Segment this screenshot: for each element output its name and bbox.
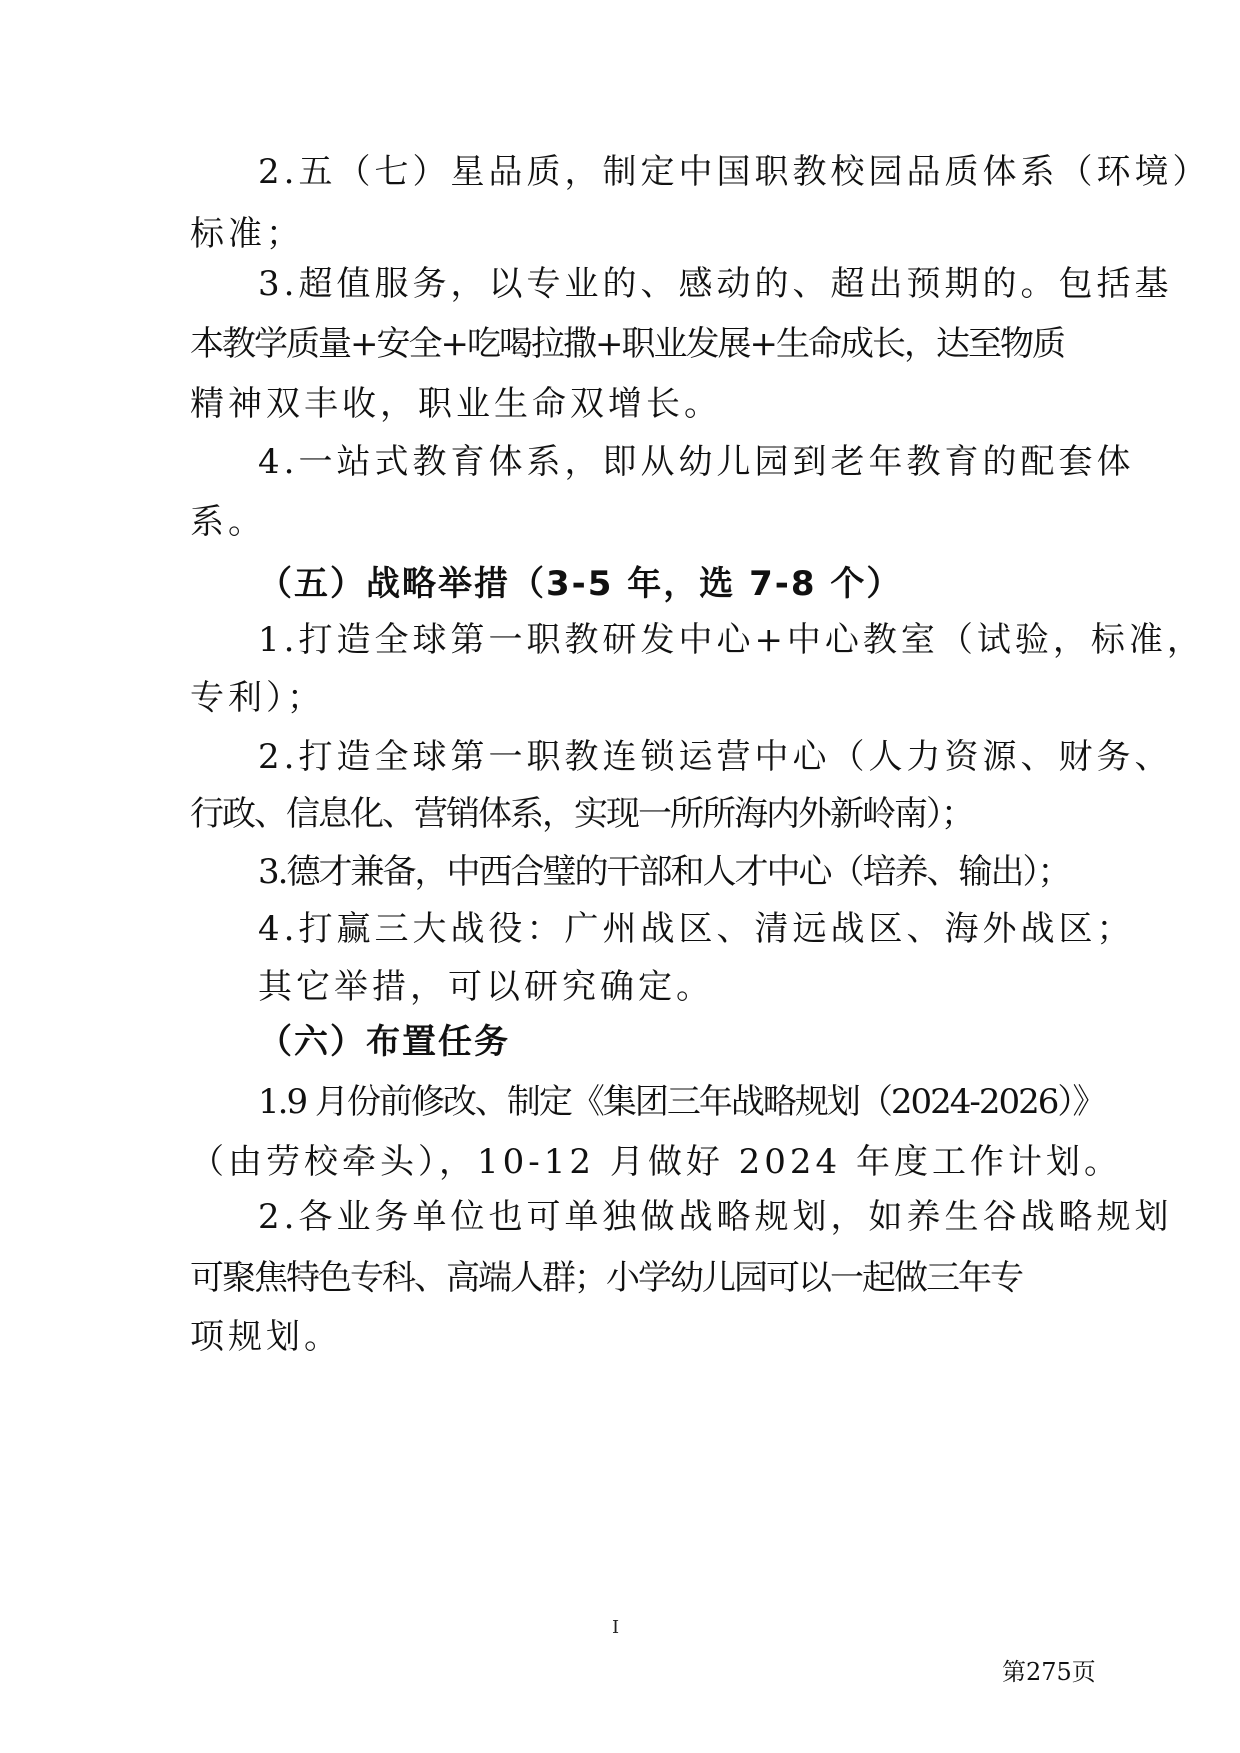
paragraph-2-line-1: 2.五（七）星品质，制定中国职教校园品质体系（环境） — [258, 152, 1211, 192]
section-6-item-1-line-2: （由劳校牵头），10-12 月做好 2024 年度工作计划。 — [190, 1142, 1122, 1182]
paragraph-3-line-2: 本教学质量+安全+吃喝拉撒+职业发展+生命成长，达至物质 — [190, 324, 1064, 364]
page-number: 第275页 — [1002, 1658, 1096, 1686]
section-6-item-1-line-1: 1.9 月份前修改、制定《集团三年战略规划（2024-2026）》 — [258, 1082, 1105, 1122]
section-5-item-4: 4.打赢三大战役：广州战区、清远战区、海外战区； — [258, 909, 1135, 949]
section-6-item-2-line-1: 2.各业务单位也可单独做战略规划，如养生谷战略规划 — [258, 1197, 1173, 1237]
section-5-item-1-line-1: 1.打造全球第一职教研发中心+中心教室（试验，标准， — [258, 620, 1205, 660]
section-6-item-2-line-3: 项规划。 — [190, 1317, 342, 1357]
section-5-item-1-line-2: 专利）； — [190, 678, 325, 718]
paragraph-4-line-1: 4.一站式教育体系，即从幼儿园到老年教育的配套体 — [258, 442, 1135, 482]
paragraph-3-line-1: 3.超值服务，以专业的、感动的、超出预期的。包括基 — [258, 264, 1173, 304]
section-5-item-2-line-2: 行政、信息化、营销体系，实现一所所海内外新岭南）； — [190, 794, 973, 834]
paragraph-3-line-3: 精神双丰收，职业生命双增长。 — [190, 384, 722, 424]
paragraph-4-line-2: 系。 — [190, 502, 266, 542]
section-5-item-2-line-1: 2.打造全球第一职教连锁运营中心（人力资源、财务、 — [258, 737, 1173, 777]
section-6-item-2-line-2: 可聚焦特色专科、高端人群；小学幼儿园可以一起做三年专 — [190, 1258, 1022, 1298]
paragraph-2-line-2: 标准； — [190, 214, 304, 254]
footer-stamp: I — [612, 1617, 620, 1638]
section-5-other: 其它举措，可以研究确定。 — [258, 967, 714, 1007]
section-5-item-3: 3.德才兼备，中西合璧的干部和人才中心（培养、输出）； — [258, 852, 1070, 892]
section-6-heading: （六）布置任务 — [258, 1022, 510, 1062]
section-5-heading: （五）战略举措（3-5 年，选 7-8 个） — [258, 564, 903, 604]
